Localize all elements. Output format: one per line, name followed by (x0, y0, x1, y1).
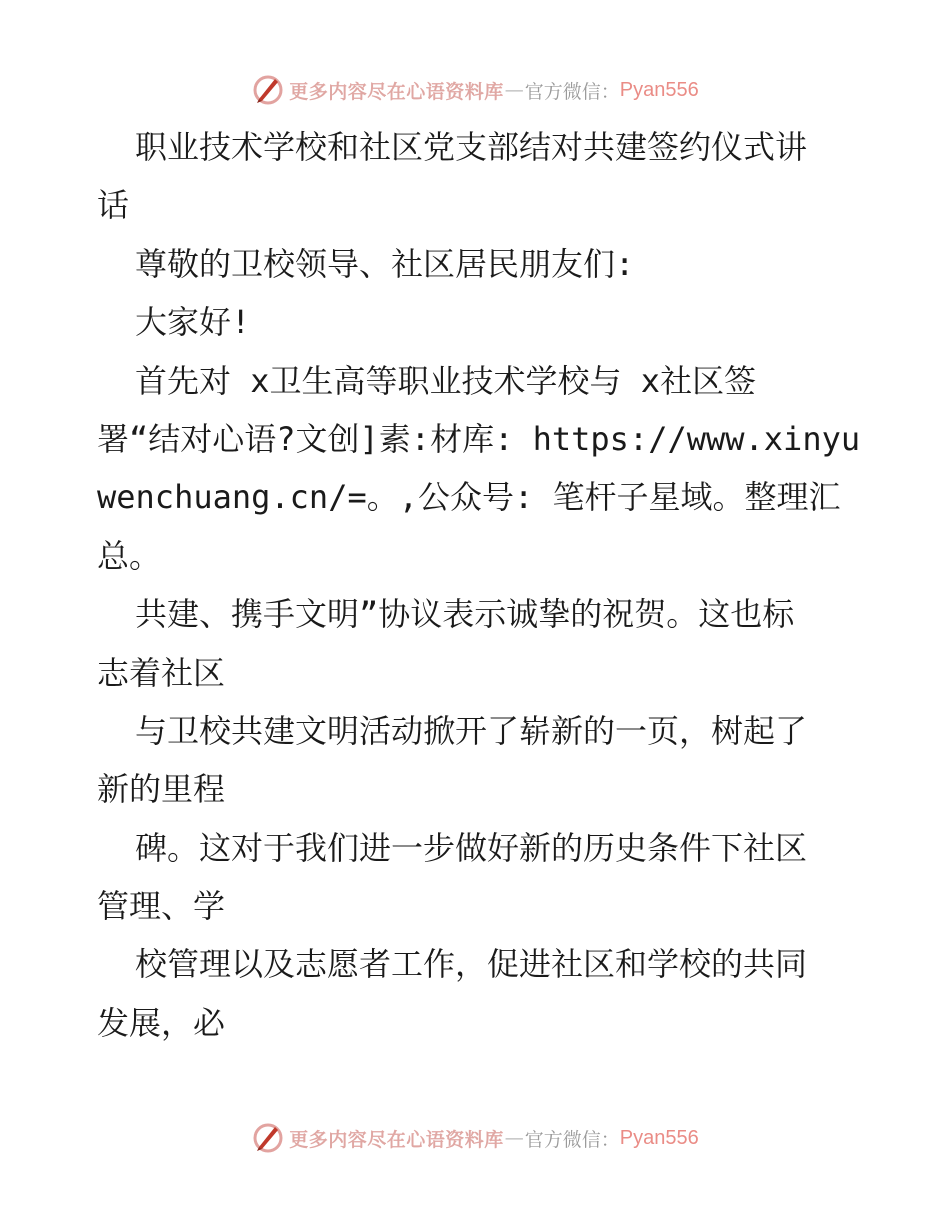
body-text-line: 共建、携手文明”协议表示诚挚的祝贺。这也标 (135, 595, 795, 634)
quill-pen-logo-icon (251, 73, 285, 107)
body-text-line: 发展，必 (97, 1003, 226, 1042)
body-text-line: 碑。这对于我们进一步做好新的历史条件下社区 (135, 828, 808, 867)
body-text-line: 署“结对心语?文创]素:材库: https://www.xinyu (97, 419, 861, 458)
watermark-main-text: 更多内容尽在心语资料库 (289, 1128, 504, 1151)
watermark-header (0, 70, 950, 110)
watermark-main-text: 更多内容尽在心语资料库 (289, 80, 504, 103)
body-text-line: 总。 (97, 536, 162, 575)
document-body (97, 118, 861, 1052)
body-text-line: 校管理以及志愿者工作，促进社区和学校的共同 (135, 945, 808, 984)
document-title-line: 话 (97, 186, 130, 225)
body-text-line: 首先对 x卫生高等职业技术学校与 x社区签 (135, 361, 757, 400)
salutation-line: 尊敬的卫校领导、社区居民朋友们: (135, 244, 635, 283)
body-text-line: 管理、学 (97, 887, 226, 926)
document-title-line: 职业技术学校和社区党支部结对共建签约仪式讲 (135, 128, 808, 166)
greeting-line: 大家好! (135, 303, 251, 342)
body-text-line: 新的里程 (97, 770, 226, 809)
watermark-wechat-id: Pyan556 (619, 78, 699, 101)
watermark-label: 官方微信： (524, 80, 620, 103)
watermark-label: 官方微信： (524, 1128, 620, 1151)
watermark-separator: — (504, 1127, 524, 1149)
watermark-footer (0, 1118, 950, 1158)
watermark-separator: — (504, 79, 524, 101)
body-text-line: 志着社区 (97, 653, 226, 692)
quill-pen-logo-icon (251, 1121, 285, 1155)
watermark-wechat-id: Pyan556 (619, 1126, 699, 1149)
body-text-line: 与卫校共建文明活动掀开了崭新的一页，树起了 (135, 711, 808, 750)
body-text-line: wenchuang.cn/=。,公众号: 笔杆子星域。整理汇 (97, 478, 841, 517)
